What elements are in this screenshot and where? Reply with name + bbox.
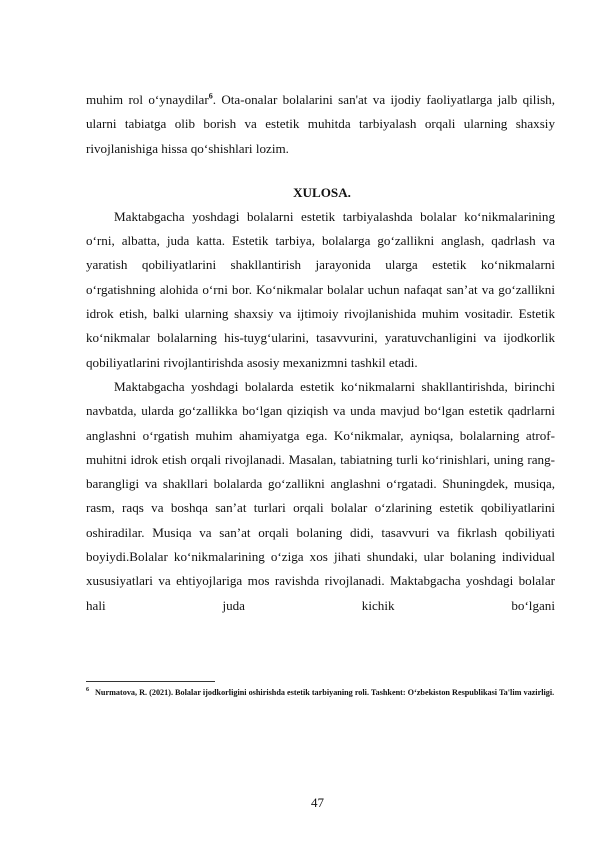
footnote-number: 6 <box>86 687 89 694</box>
section-title: XULOSA. <box>293 184 351 200</box>
intro-text-after-ref: . Ota-onalar bolalarini san'at va ijodiy faoliyatlarga jalb qilish, ularni tabiatga olib borish va estetik muhitda tarbiyalash orqali ularning shaxsiy rivojlanishiga hissa qo‘shishlari lozim. <box>86 92 555 156</box>
conclusion-paragraph-1: Maktabgacha yoshdagi bolalarni estetik tarbiyalashda bolalar ko‘nikmalarining o‘rni, albatta, juda katta. Estetik tarbiya, bolalarga go‘zallikni anglash, qadrlash va yaratish qobiliyatlarini shakllantirish jarayonida ularga estetik ko‘nikmalarni o‘rgatishning alohida o‘rni bor. Ko‘nikmalar bolalar uchun nafaqat san’at va go‘zallikni idrok etish, balki ularning shaxsiy va ijtimoiy rivojlanishida muhim vositadir. Estetik ko‘nikmalar bolalarning his-tuyg‘ularini, tasavvurini, yaratuvchanligini va ijodkorlik qobiliyatlarini rivojlantirishda asosiy mexanizmni tashkil etadi. <box>86 208 555 370</box>
intro-paragraph <box>86 88 555 161</box>
page-body <box>86 88 555 618</box>
footnote-divider <box>86 681 215 682</box>
conclusion-paragraph-2: Maktabgacha yoshdagi bolalarda estetik ko‘nikmalarni shakllantirishda, birinchi navbatda, ularda go‘zallikka bo‘lgan qiziqish va unda mavjud bo‘lgan estetik qadrlarni anglashni o‘rgatish muhim ahamiyatga ega. Ko‘nikmalar, ayniqsa, bolalarning atrof-muhitni idrok etish orqali rivojlanadi. Masalan, tabiatning turli ko‘rinishlari, uning rang-barangligi va shakllari bolalarda go‘zallikni anglashni o‘rgatadi. Shuningdek, musiqa, rasm, raqs va boshqa san’at turlari orqali bolalar o‘zlarining estetik qobiliyatlarini oshiradilar. Musiqa va san’at orqali bolaning didi, tasavvuri va fikrlash qobiliyati boyiydi.Bolalar ko‘nikmalarining o‘ziga xos jihati shundaki, ular bolaning individual xususiyatlari va ehtiyojlariga mos ravishda rivojlanadi. Maktabgacha yoshdagi bolalar hali juda kichik bo‘lgani <box>86 378 555 613</box>
intro-text-before-ref: muhim rol o‘ynaydilar <box>86 92 209 107</box>
page-number: 47 <box>311 795 324 810</box>
footnote-reference: 6 <box>208 91 213 101</box>
footnote-text: Nurmatova, R. (2021). Bolalar ijodkorligini oshirishda estetik tarbiyaning roli. Tashkent: O‘zbekiston Respublikasi Ta'lim vazirligi. <box>95 688 555 697</box>
footnote <box>86 685 555 701</box>
